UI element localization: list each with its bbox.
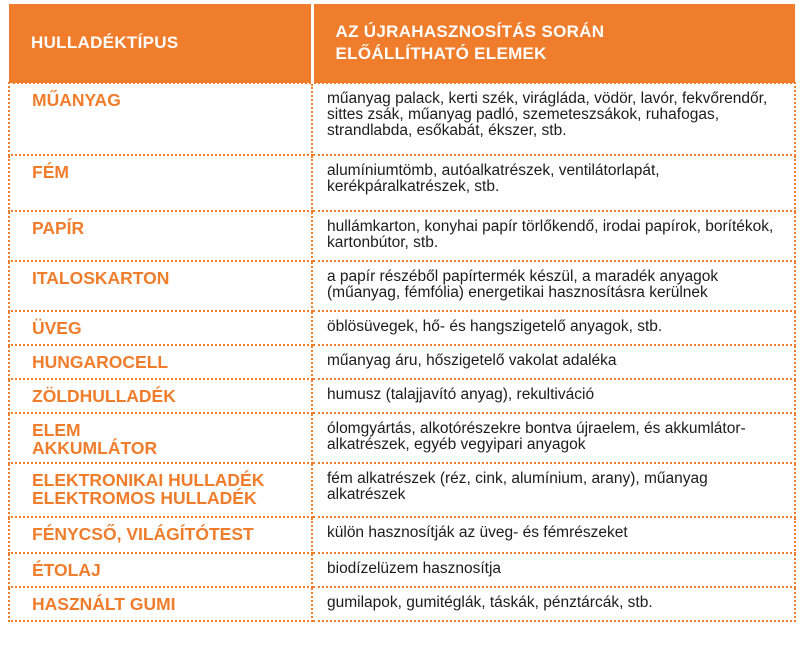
recycled-items-cell: ólomgyártás, alkotórészekre bontva újraelem, és akkumlátor-alkatrészek, egyéb vegyipari anyagok: [312, 413, 795, 463]
recycled-items-cell: alumíniumtömb, autóalkatrészek, ventilátorlapát, kerékpáralkatrészek, stb.: [312, 155, 795, 211]
waste-type-label: ÉTOLAJ: [32, 560, 101, 580]
recycled-items-cell: öblösüvegek, hő- és hangszigetelő anyagok, stb.: [312, 311, 795, 345]
table-row: [9, 517, 795, 553]
table-row: [9, 261, 795, 311]
recycled-items-cell: humusz (talajjavító anyag), rekultiváció: [312, 379, 795, 413]
waste-type-label: MŰANYAG: [32, 90, 121, 110]
waste-type-cell: [9, 587, 312, 621]
table-row: [9, 413, 795, 463]
waste-type-label: HUNGAROCELL: [32, 352, 169, 372]
waste-type-label: ELEM: [32, 420, 81, 440]
table-row: [9, 155, 795, 211]
header-recycled-products: [312, 4, 795, 83]
waste-type-cell: [9, 517, 312, 553]
header-row: [9, 4, 795, 83]
waste-type-cell: [9, 463, 312, 517]
recycling-table-container: [8, 4, 794, 649]
table-row: [9, 379, 795, 413]
waste-type-cell: [9, 413, 312, 463]
waste-type-cell: [9, 211, 312, 261]
table-row: [9, 345, 795, 379]
recycling-table: [8, 4, 796, 622]
waste-type-cell: [9, 345, 312, 379]
header-recycled-products-line2: ELŐÁLLÍTHATÓ ELEMEK: [335, 44, 547, 63]
table-row: [9, 83, 795, 155]
table-row: [9, 311, 795, 345]
waste-type-label: ITALOSKARTON: [32, 268, 170, 288]
waste-type-label: FÉNYCSŐ, VILÁGÍTÓTEST: [32, 524, 254, 544]
recycled-items-cell: fém alkatrészek (réz, cink, alumínium, arany), műanyag alkatrészek: [312, 463, 795, 517]
header-recycled-products-line1: AZ ÚJRAHASZNOSÍTÁS SORÁN: [335, 22, 605, 41]
waste-type-label: ELEKTROMOS HULLADÉK: [32, 488, 257, 508]
table-row: [9, 553, 795, 587]
header-waste-type: HULLADÉKTÍPUS: [9, 4, 312, 83]
waste-type-label: PAPÍR: [32, 218, 85, 238]
table-row: [9, 211, 795, 261]
waste-type-label: ELEKTRONIKAI HULLADÉK: [32, 470, 265, 490]
recycled-items-cell: műanyag palack, kerti szék, virágláda, vödör, lavór, fekvőrendőr, sittes zsák, műanyag padló, szemeteszsákok, ruhafogas, strandlabda, esőkabát, ékszer, stb.: [312, 83, 795, 155]
waste-type-cell: [9, 83, 312, 155]
table-row: [9, 587, 795, 621]
table-header: [9, 4, 795, 83]
recycled-items-cell: műanyag áru, hőszigetelő vakolat adaléka: [312, 345, 795, 379]
waste-type-cell: [9, 261, 312, 311]
recycled-items-cell: hullámkarton, konyhai papír törlőkendő, irodai papírok, borítékok, kartonbútor, stb.: [312, 211, 795, 261]
recycled-items-cell: külön hasznosítják az üveg- és fémrészeket: [312, 517, 795, 553]
recycled-items-cell: a papír részéből papírtermék készül, a maradék anyagok (műanyag, fémfólia) energetikai hasznosításra kerülnek: [312, 261, 795, 311]
waste-type-label: ZÖLDHULLADÉK: [32, 386, 176, 406]
waste-type-cell: [9, 155, 312, 211]
waste-type-label: ÜVEG: [32, 318, 82, 338]
table-body: [9, 83, 795, 621]
waste-type-label: AKKUMLÁTOR: [32, 438, 158, 458]
waste-type-cell: [9, 553, 312, 587]
recycled-items-cell: biodízelüzem hasznosítja: [312, 553, 795, 587]
waste-type-cell: [9, 311, 312, 345]
waste-type-cell: [9, 379, 312, 413]
recycled-items-cell: gumilapok, gumitéglák, táskák, pénztárcák, stb.: [312, 587, 795, 621]
waste-type-label: HASZNÁLT GUMI: [32, 594, 176, 614]
waste-type-label: FÉM: [32, 162, 69, 182]
table-row: [9, 463, 795, 517]
